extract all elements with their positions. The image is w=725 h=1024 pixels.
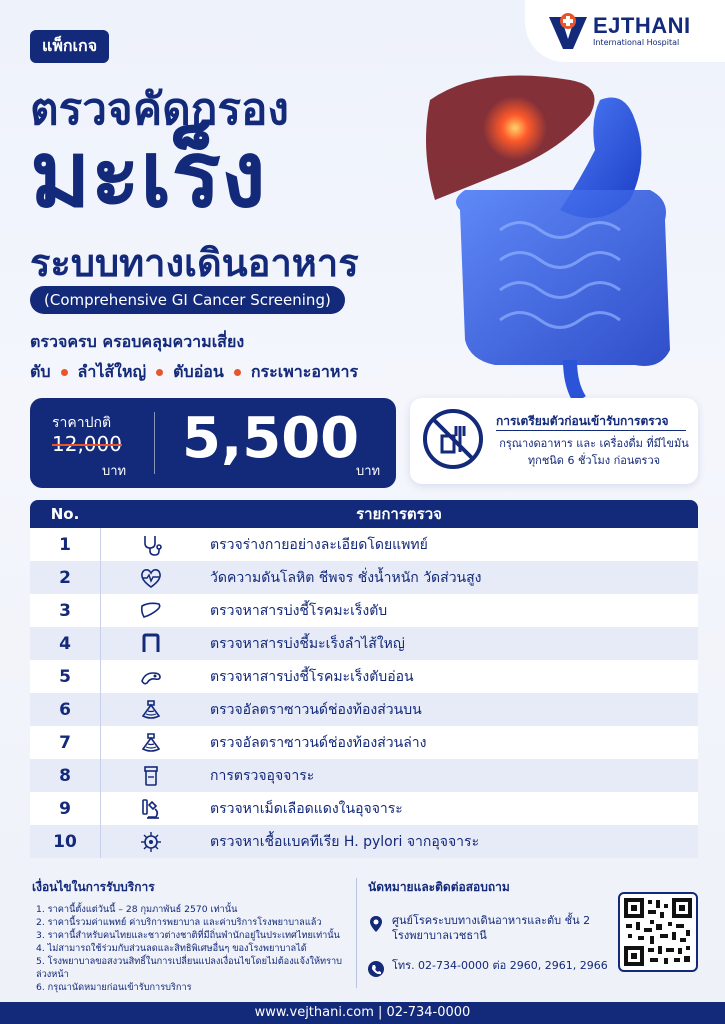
price-box: [30, 398, 396, 488]
liver-icon: [139, 599, 163, 623]
organ-item: ตับ: [30, 362, 51, 381]
footer-divider: [356, 878, 357, 988]
phone-icon: [368, 960, 384, 978]
table-row: [30, 792, 698, 825]
checkup-table: [30, 500, 698, 858]
condition-item: 6. กรุณานัดหมายก่อนเข้ารับการบริการ: [36, 982, 192, 994]
row-number: 2: [59, 567, 71, 588]
regular-price-label: ราคาปกติ: [52, 415, 112, 431]
preparation-divider: [496, 430, 686, 431]
package-tag: แพ็กเกจ: [30, 30, 109, 63]
row-number: 3: [59, 600, 71, 621]
heart-pulse-icon: [139, 566, 163, 590]
ultrasound-icon: [139, 731, 163, 755]
conditions-title: เงื่อนไขในการรับบริการ: [32, 880, 155, 894]
promo-price-unit: บาท: [356, 464, 381, 479]
row-icon-cell: [100, 627, 200, 660]
row-item: วัดความดันโลหิต ชีพจร ชั่งน้ำหนัก วัดส่วนสูง: [210, 569, 482, 586]
row-item: การตรวจอุจจาระ: [210, 767, 315, 784]
column-header-no: No.: [50, 505, 80, 523]
contact-section: [368, 878, 608, 992]
table-row: [30, 693, 698, 726]
qr-code[interactable]: [618, 892, 698, 972]
row-number: 7: [59, 732, 71, 753]
row-item: ตรวจหาสารบ่งชี้โรคมะเร็งตับ: [210, 602, 388, 619]
bullet-dot-icon: [61, 369, 68, 376]
organ-item: ตับอ่อน: [173, 362, 224, 381]
table-row: [30, 594, 698, 627]
column-header-item: รายการตรวจ: [356, 505, 442, 523]
title-line-1: ตรวจคัดกรอง: [30, 84, 289, 135]
organ-item: กระเพาะอาหาร: [250, 362, 359, 381]
row-icon-cell: [100, 660, 200, 693]
contact-title: นัดหมายและติดต่อสอบถาม: [368, 880, 510, 894]
price-divider: [154, 412, 155, 474]
condition-item: 2. ราคานี้รวมค่าแพทย์ ค่าบริการพยาบาล และค่าบริการโรงพยาบาลแล้ว: [36, 917, 322, 929]
conditions-list: [32, 903, 352, 994]
row-number: 6: [59, 699, 71, 720]
preparation-line-2: ทุกชนิด 6 ชั่วโมง ก่อนตรวจ: [527, 453, 661, 467]
row-item: ตรวจหาเม็ดเลือดแดงในอุจจาระ: [210, 800, 403, 817]
qr-code-icon: [624, 898, 692, 966]
ultrasound-icon: [139, 698, 163, 722]
phone-row[interactable]: [368, 958, 608, 978]
preparation-line-1: กรุณางดอาหาร และ เครื่องดื่ม ที่มีไขมัน: [499, 437, 689, 450]
condition-item: 4. ไม่สามารถใช้ร่วมกับส่วนลดและสิทธิพิเศษอื่นๆ ของโรงพยาบาลได้: [36, 943, 307, 955]
row-icon-cell: [100, 528, 200, 561]
bullet-dot-icon: [234, 369, 241, 376]
no-food-drink-icon: [422, 408, 484, 470]
table-header: [30, 500, 698, 528]
bullet-dot-icon: [156, 369, 163, 376]
row-number: 1: [59, 534, 71, 555]
urine-cup-icon: [139, 764, 163, 788]
vejthani-logo-icon: [547, 11, 589, 51]
colon-icon: [139, 632, 163, 656]
preparation-title: การเตรียมตัวก่อนเข้ารับการตรวจ: [496, 414, 669, 428]
subtitle-pill: (Comprehensive GI Cancer Screening): [30, 286, 345, 314]
condition-item: 3. ราคานี้สำหรับคนไทยและชาวต่างชาติที่มีถิ่นพำนักอยู่ในประเทศไทยเท่านั้น: [36, 930, 340, 942]
row-number: 10: [53, 831, 77, 852]
pancreas-icon: [139, 665, 163, 689]
row-number: 4: [59, 633, 71, 654]
microscope-icon: [139, 797, 163, 821]
row-item: ตรวจหาสารบ่งชี้มะเร็งลำไส้ใหญ่: [210, 635, 405, 652]
footer-bar[interactable]: www.vejthani.com | 02-734-0000: [0, 1002, 725, 1024]
promo-price-value: 5,500: [182, 406, 360, 471]
coverage-line: ตรวจครบ ครอบคลุมความเสี่ยง: [30, 332, 245, 351]
logo-name: EJTHANI: [593, 13, 691, 38]
stethoscope-icon: [139, 533, 163, 557]
location-pin-icon: [368, 915, 384, 933]
row-icon-cell: [100, 792, 200, 825]
table-row: [30, 660, 698, 693]
table-row: [30, 627, 698, 660]
condition-item: 5. โรงพยาบาลขอสงวนสิทธิ์ในการเปลี่ยนแปลงเงื่อนไขโดยไม่ต้องแจ้งให้ทราบล่วงหน้า: [36, 956, 342, 981]
row-number: 9: [59, 798, 71, 819]
organ-list: [30, 360, 358, 385]
row-item: ตรวจหาเชื้อแบคทีเรีย H. pylori จากอุจจาระ: [210, 833, 480, 850]
digestive-system-illustration: [420, 60, 710, 400]
regular-price-unit: บาท: [102, 464, 127, 479]
row-item: ตรวจอัลตราซาวนด์ช่องท้องส่วนล่าง: [210, 734, 427, 751]
condition-item: 1. ราคานี้ตั้งแต่วันนี้ – 28 กุมภาพันธ์ 2570 เท่านั้น: [36, 904, 238, 915]
table-row: [30, 561, 698, 594]
title-line-2: มะเร็ง: [30, 121, 266, 228]
table-row: [30, 759, 698, 792]
title-line-3: ระบบทางเดินอาหาร: [30, 241, 359, 285]
preparation-text: [496, 436, 692, 469]
table-row: [30, 528, 698, 561]
hospital-logo[interactable]: [525, 0, 725, 62]
row-icon-cell: [100, 561, 200, 594]
table-row: [30, 825, 698, 858]
bacteria-icon: [139, 830, 163, 854]
row-item: ตรวจหาสารบ่งชี้โรคมะเร็งตับอ่อน: [210, 668, 414, 685]
row-icon-cell: [100, 594, 200, 627]
row-icon-cell: [100, 825, 200, 858]
conditions-section: [32, 878, 352, 994]
row-icon-cell: [100, 726, 200, 759]
row-item: ตรวจร่างกายอย่างละเอียดโดยแพทย์: [210, 536, 428, 553]
regular-price-value: 12,000: [52, 432, 122, 456]
phone-text[interactable]: โทร. 02-734-0000 ต่อ 2960, 2961, 2966: [392, 958, 608, 972]
address-text: ศูนย์โรคระบบทางเดินอาหารและตับ ชั้น 2 โรงพยาบาลเวชธานี: [392, 914, 591, 943]
row-item: ตรวจอัลตราซาวนด์ช่องท้องส่วนบน: [210, 701, 422, 718]
table-row: [30, 726, 698, 759]
organ-item: ลำไส้ใหญ่: [77, 362, 147, 381]
logo-subtitle: International Hospital: [593, 38, 680, 47]
row-number: 5: [59, 666, 71, 687]
row-icon-cell: [100, 693, 200, 726]
row-icon-cell: [100, 759, 200, 792]
table-body: [30, 528, 698, 858]
address-row: [368, 913, 608, 944]
preparation-box: [410, 398, 698, 484]
row-number: 8: [59, 765, 71, 786]
